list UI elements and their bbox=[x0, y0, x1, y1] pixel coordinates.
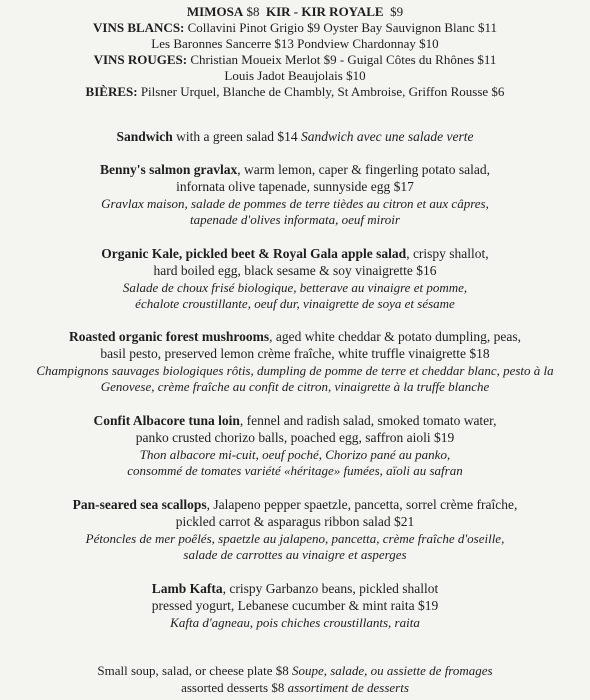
dish-french: salade de carrottes au vinaigre et asperges bbox=[183, 547, 407, 562]
dish-name: Organic Kale, pickled beet & Royal Gala apple salad bbox=[101, 246, 407, 261]
vins-blancs-line bbox=[0, 20, 590, 36]
bieres-line bbox=[0, 84, 590, 100]
dish-name: Benny's salmon gravlax bbox=[100, 162, 238, 177]
vins-rouges-line-2 bbox=[0, 68, 590, 84]
vins-rouges-label: VINS ROUGES: bbox=[93, 52, 188, 67]
dish-french-line-1 bbox=[0, 196, 590, 212]
dish-french-line-1 bbox=[0, 363, 590, 379]
dish-desc-line-2 bbox=[0, 598, 590, 614]
dish-sandwich bbox=[0, 129, 590, 145]
footer-desserts bbox=[0, 680, 590, 696]
dish-french: Sandwich avec une salade verte bbox=[301, 129, 474, 144]
dish-french-line-2 bbox=[0, 547, 590, 563]
dish-sea-scallops bbox=[0, 497, 590, 513]
dish-desc: hard boiled egg, black sesame & soy vinaigrette $16 bbox=[153, 263, 437, 278]
dish-french: tapenade d'olives informata, oeuf miroir bbox=[190, 212, 400, 227]
bieres-items: Pilsner Urquel, Blanche de Chambly, St Ambroise, Griffon Rousse $6 bbox=[140, 84, 505, 99]
vins-rouges-line bbox=[0, 52, 590, 68]
dish-desc: , aged white cheddar & potato dumpling, peas, bbox=[269, 329, 522, 344]
kir-label: KIR - KIR ROYALE bbox=[265, 4, 384, 19]
vins-blancs-items-2: Les Baronnes Sancerre $13 Pondview Chardonnay $10 bbox=[151, 36, 439, 51]
dish-french-line-2 bbox=[0, 212, 590, 228]
dish-name: Pan-seared sea scallops bbox=[72, 497, 207, 512]
dish-french: Gravlax maison, salade de pommes de terre tièdes au citron et aux câpres, bbox=[101, 196, 489, 211]
vins-rouges-items: Christian Moueix Merlot $9 - Guigal Côtes du Rhônes $11 bbox=[190, 52, 497, 67]
dish-desc: basil pesto, preserved lemon crème fraîche, white truffle vinaigrette $18 bbox=[100, 346, 490, 361]
dish-french-line-2 bbox=[0, 463, 590, 479]
dish-name: Roasted organic forest mushrooms bbox=[68, 329, 270, 344]
dish-desc: , crispy Garbanzo beans, pickled shallot bbox=[222, 581, 439, 596]
footer-english: Small soup, salad, or cheese plate $8 bbox=[97, 663, 292, 678]
footer-soup-salad-cheese bbox=[0, 663, 590, 679]
dish-desc: , Jalapeno pepper spaetzle, pancetta, sorrel crème fraîche, bbox=[206, 497, 518, 512]
dish-french-line-1 bbox=[0, 447, 590, 463]
dish-lamb-kafta bbox=[0, 581, 590, 597]
dish-desc-line-2 bbox=[0, 346, 590, 362]
dish-desc: with a green salad $14 bbox=[172, 129, 302, 144]
dish-desc: , warm lemon, caper & fingerling potato salad, bbox=[237, 162, 490, 177]
vins-blancs-line-2 bbox=[0, 36, 590, 52]
dish-name: Confit Albacore tuna loin bbox=[93, 413, 240, 428]
footer-french: Soupe, salade, ou assiette de fromages bbox=[291, 663, 493, 678]
dish-desc-line-2 bbox=[0, 263, 590, 279]
dish-french-line-2 bbox=[0, 379, 590, 395]
dish-french: Kafta d'agneau, pois chiches croustillants, raita bbox=[170, 615, 420, 630]
vins-blancs-items: Collavini Pinot Grigio $9 Oyster Bay Sauvignon Blanc $11 bbox=[187, 20, 497, 35]
dish-albacore-tuna bbox=[0, 413, 590, 429]
dish-french: consommé de tomates variété «héritage» fumées, aïoli au safran bbox=[127, 463, 463, 478]
dish-french-line-1 bbox=[0, 531, 590, 547]
vins-rouges-items-2: Louis Jadot Beaujolais $10 bbox=[224, 68, 366, 83]
dish-salmon-gravlax bbox=[0, 162, 590, 178]
vins-blancs-label: VINS BLANCS: bbox=[93, 20, 185, 35]
bieres-label: BIÈRES: bbox=[85, 84, 138, 99]
dish-desc: , crispy shallot, bbox=[406, 246, 489, 261]
kir-price: $9 bbox=[390, 4, 404, 19]
dish-french-line-2 bbox=[0, 296, 590, 312]
footer-english: assorted desserts $8 bbox=[181, 680, 288, 695]
footer-french: assortiment de desserts bbox=[287, 680, 409, 695]
dish-french: Genovese, crème fraîche au confit de citron, vinaigrette à la truffe blanche bbox=[100, 379, 490, 394]
dish-french: Thon albacore mi-cuit, oeuf poché, Chorizo pané au panko, bbox=[139, 447, 451, 462]
dish-desc-line-2 bbox=[0, 514, 590, 530]
dish-desc: , fennel and radish salad, smoked tomato water, bbox=[239, 413, 497, 428]
dish-desc: pickled carrot & asparagus ribbon salad $21 bbox=[175, 514, 415, 529]
dish-desc-line-2 bbox=[0, 179, 590, 195]
mimosa-kir-line bbox=[0, 4, 590, 20]
dish-forest-mushrooms bbox=[0, 329, 590, 345]
dish-desc: pressed yogurt, Lebanese cucumber & mint raita $19 bbox=[151, 598, 439, 613]
dish-desc: panko crusted chorizo balls, poached egg, saffron aioli $19 bbox=[135, 430, 455, 445]
dish-french-line-1 bbox=[0, 615, 590, 631]
dish-french: échalote croustillante, oeuf dur, vinaigrette de soya et sésame bbox=[135, 296, 455, 311]
dish-french: Champignons sauvages biologiques rôtis, dumpling de pomme de terre et cheddar blanc, pesto à la bbox=[36, 363, 554, 378]
dish-kale-salad bbox=[0, 246, 590, 262]
dish-french: Pétoncles de mer poêlés, spaetzle au jalapeno, pancetta, crème fraîche d'oseille, bbox=[85, 531, 505, 546]
dish-french-line-1 bbox=[0, 280, 590, 296]
mimosa-label: MIMOSA bbox=[186, 4, 244, 19]
dish-name: Lamb Kafta bbox=[151, 581, 223, 596]
dish-desc: infornata olive tapenade, sunnyside egg $17 bbox=[176, 179, 414, 194]
dish-french: Salade de choux frisé biologique, betterave au vinaigre et pomme, bbox=[122, 280, 468, 295]
dish-desc-line-2 bbox=[0, 430, 590, 446]
dish-name: Sandwich bbox=[116, 129, 173, 144]
mimosa-price: $8 bbox=[246, 4, 260, 19]
